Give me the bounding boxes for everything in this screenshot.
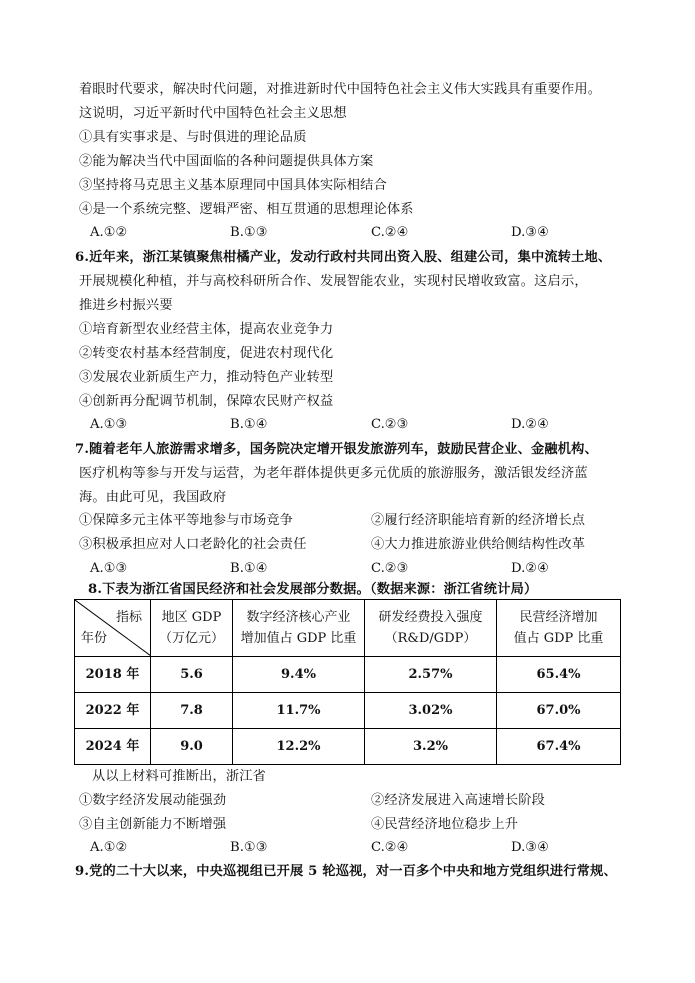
q5-item-4: ④是一个系统完整、逻辑严密、相互贯通的思想理论体系 [79, 202, 414, 217]
header-digital-economy [233, 600, 365, 657]
cell-year: 2024 年 [75, 729, 151, 765]
q5-option-b: B.①③ [230, 225, 268, 240]
q6-option-c: C.②③ [371, 417, 409, 432]
table-header-row [75, 600, 621, 657]
q6-stem-line-1: 6.近年来，浙江某镇聚焦柑橘产业，发动行政村共同出资入股、组建公司，集中流转土地、 [75, 250, 612, 265]
q8-lead: 从以上材料可推断出，浙江省 [92, 769, 267, 784]
q7-stem-line-1: 7.随着老年人旅游需求增多，国务院决定增开银发旅游列车，鼓励民营企业、金融机构、 [75, 442, 598, 457]
q6-option-d: D.②④ [511, 417, 549, 432]
header-private-line-1: 民营经济增加 [519, 610, 598, 625]
q5-item-3: ③坚持将马克思主义基本原理同中国具体实际相结合 [79, 178, 387, 193]
cell-digital: 12.2% [233, 729, 365, 765]
q8-stem: 8.下表为浙江省国民经济和社会发展部分数据。（数据来源：浙江省统计局） [88, 582, 538, 597]
q7-option-d: D.②④ [511, 561, 549, 576]
header-gdp [151, 600, 233, 657]
header-private-economy [497, 600, 621, 657]
cell-private: 67.4% [497, 729, 621, 765]
q7-option-a: A.①③ [90, 561, 128, 576]
q5-item-1: ①具有实事求是、与时俱进的理论品质 [79, 130, 307, 145]
q7-stem-line-2: 医疗机构等参与开发与运营，为老年群体提供更多元优质的旅游服务，激活银发经济蓝 [79, 466, 588, 481]
q6-stem-line-3: 推进乡村振兴要 [79, 298, 173, 313]
q9-stem-line-1: 9.党的二十大以来，中央巡视组已开展 5 轮巡视，对一百多个中央和地方党组织进行常规、 [75, 864, 617, 879]
q6-option-a: A.①③ [90, 417, 128, 432]
q6-item-3: ③发展农业新质生产力，推动特色产业转型 [79, 370, 334, 385]
q7-item-3: ③积极承担应对人口老龄化的社会责任 [79, 537, 307, 552]
header-gdp-line-2: （万亿元） [158, 631, 224, 646]
cell-digital: 9.4% [233, 657, 365, 693]
q5-text-line-1: 着眼时代要求，解决时代问题，对推进新时代中国特色社会主义伟大实践具有重要作用。 [79, 82, 602, 97]
q6-item-2: ②转变农村基本经营制度，促进农村现代化 [79, 346, 334, 361]
q7-option-b: B.①④ [230, 561, 268, 576]
q7-stem-line-3: 海。由此可见，我国政府 [79, 490, 227, 505]
cell-private: 67.0% [497, 693, 621, 729]
q8-item-4: ④民营经济地位稳步上升 [371, 817, 519, 832]
table-row [75, 729, 621, 765]
q8-option-a: A.①② [90, 840, 128, 855]
cell-gdp: 5.6 [151, 657, 233, 693]
header-rd-intensity [365, 600, 497, 657]
zhejiang-data-table [74, 599, 621, 765]
q5-option-d: D.③④ [511, 225, 549, 240]
q8-option-c: C.②④ [371, 840, 409, 855]
q8-item-2: ②经济发展进入高速增长阶段 [371, 793, 546, 808]
q7-item-4: ④大力推进旅游业供给侧结构性改革 [371, 537, 586, 552]
header-private-line-2: 值占 GDP 比重 [513, 631, 604, 646]
q8-item-1: ①数字经济发展动能强劲 [79, 793, 227, 808]
q7-item-1: ①保障多元主体平等地参与市场竞争 [79, 513, 294, 528]
q8-item-3: ③自主创新能力不断增强 [79, 817, 227, 832]
q6-item-4: ④创新再分配调节机制，保障农民财产权益 [79, 394, 334, 409]
header-digital-line-1: 数字经济核心产业 [246, 610, 351, 625]
q7-option-c: C.②③ [371, 561, 409, 576]
header-gdp-line-1: 地区 GDP [161, 610, 222, 625]
q6-option-b: B.①④ [230, 417, 268, 432]
cell-rd: 3.2% [365, 729, 497, 765]
q8-option-d: D.③④ [511, 840, 549, 855]
cell-rd: 3.02% [365, 693, 497, 729]
cell-rd: 2.57% [365, 657, 497, 693]
q8-option-b: B.①③ [230, 840, 268, 855]
cell-gdp: 9.0 [151, 729, 233, 765]
header-rd-line-1: 研发经费投入强度 [378, 610, 483, 625]
q5-item-2: ②能为解决当代中国面临的各种问题提供具体方案 [79, 154, 374, 169]
q7-item-2: ②履行经济职能培育新的经济增长点 [371, 513, 586, 528]
q6-item-1: ①培育新型农业经营主体，提高农业竞争力 [79, 322, 334, 337]
cell-gdp: 7.8 [151, 693, 233, 729]
cell-year: 2018 年 [75, 657, 151, 693]
corner-label-year: 年份 [81, 631, 108, 646]
table-corner-cell [75, 600, 151, 657]
cell-digital: 11.7% [233, 693, 365, 729]
corner-label-indicator: 指标 [115, 610, 142, 625]
table-row [75, 693, 621, 729]
q5-option-a: A.①② [90, 225, 128, 240]
cell-private: 65.4% [497, 657, 621, 693]
table-row [75, 657, 621, 693]
header-digital-line-2: 增加值占 GDP 比重 [240, 631, 357, 646]
cell-year: 2022 年 [75, 693, 151, 729]
header-rd-line-2: （R&D/GDP） [384, 631, 477, 646]
q6-stem-line-2: 开展规模化种植，并与高校科研所合作、发展智能农业，实现村民增收致富。这启示， [79, 274, 588, 289]
q5-option-c: C.②④ [371, 225, 409, 240]
q5-text-line-2: 这说明，习近平新时代中国特色社会主义思想 [79, 106, 347, 121]
